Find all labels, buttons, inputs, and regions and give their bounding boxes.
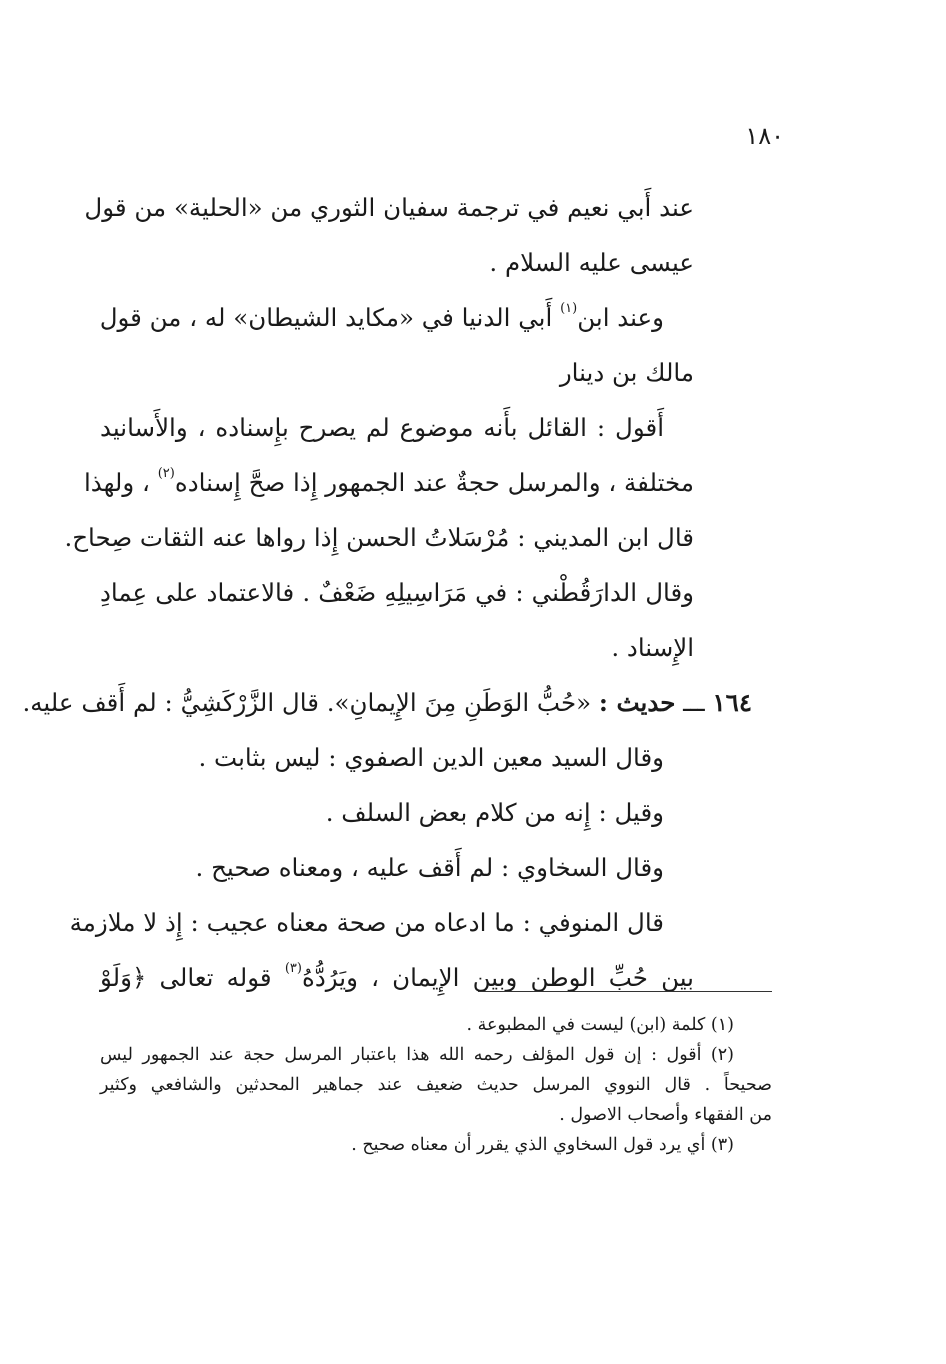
footnotes [100, 1010, 772, 1160]
footnote-3: (٣) أي يرد قول السخاوي الذي يقرر أن معناه صحيح . [351, 1135, 734, 1155]
footnote-2-line: صحيحاً . قال النووي المرسل حديث ضعيف عند جماهير المحدثين والشافعي وكثير [100, 1075, 772, 1095]
footnote-separator [478, 991, 772, 992]
text-line: الإِسناد . [611, 633, 694, 662]
text-line [100, 950, 694, 1005]
text-fragment: وعند ابن [577, 303, 664, 332]
text-fragment: أَبي الدنيا في «مكايد الشيطان» له ، من قول [99, 303, 561, 332]
hadith-text: «حُبُّ الوَطَنِ مِنَ الإِيمانِ». قال الزَّرْكَشِيُّ : لم أَقف عليه. [22, 688, 599, 717]
footnote-2-line: من الفقهاء وأصحاب الاصول . [559, 1105, 772, 1125]
text-line: وقال السيد معين الدين الصفوي : ليس بثابت . [198, 743, 664, 772]
footnote-ref-2: (٢) [157, 466, 175, 481]
text-line [100, 290, 694, 345]
hadith-keyword: حديث : [598, 688, 676, 717]
page-number: ١٨٠ [745, 122, 784, 150]
footnote-ref-3: (٣) [284, 961, 302, 976]
text-fragment: قوله تعالى ﴿وَلَوْ [100, 963, 285, 992]
text-line: عند أَبي نعيم في ترجمة سفيان الثوري من «الحلية» من قول [84, 193, 694, 222]
footnote-ref-1: (١) [560, 301, 578, 316]
text-line: وقيل : إِنه من كلام بعض السلف . [325, 798, 664, 827]
footnote-1: (١) كلمة (ابن) ليست في المطبوعة . [466, 1015, 734, 1035]
text-fragment: مختلفة ، والمرسل حجةٌ عند الجمهور إِذا صحَّ إِسناده [174, 468, 694, 497]
text-line: مالك بن دينار [559, 358, 694, 387]
text-line: وقال الدارَقُطْني : في مَرَاسِيلِهِ ضَعْفٌ . فالاعتماد على عِمادِ [100, 578, 694, 607]
text-line: أَقول : القائل بأَنه موضوع لم يصرح بإِسناده ، والأَسانيد [100, 413, 664, 442]
main-text [22, 180, 752, 1005]
text-fragment: ، ولهذا [83, 468, 158, 497]
text-line: وقال السخاوي : لم أَقف عليه ، ومعناه صحيح . [195, 853, 664, 882]
hadith-dash: ـــ [683, 688, 705, 717]
text-line [83, 455, 694, 510]
hadith-heading [22, 675, 752, 730]
text-line: قال ابن المديني : مُرْسَلاتُ الحسن إِذا رواها عنه الثقات صِحاح. [64, 523, 694, 552]
text-line: قال المنوفي : ما ادعاه من صحة معناه عجيب : إِذ لا ملازمة [69, 908, 664, 937]
footnote-2-line: (٢) أقول : إن قول المؤلف رحمه الله هذا باعتبار المرسل حجة عند الجمهور ليس [100, 1045, 734, 1065]
hadith-number: ١٦٤ [712, 688, 752, 717]
text-line: عيسى عليه السلام . [489, 248, 694, 277]
text-fragment: بين حُبِّ الوطن وبين الإِيمان ، ويَرُدُّهُ [301, 963, 694, 992]
